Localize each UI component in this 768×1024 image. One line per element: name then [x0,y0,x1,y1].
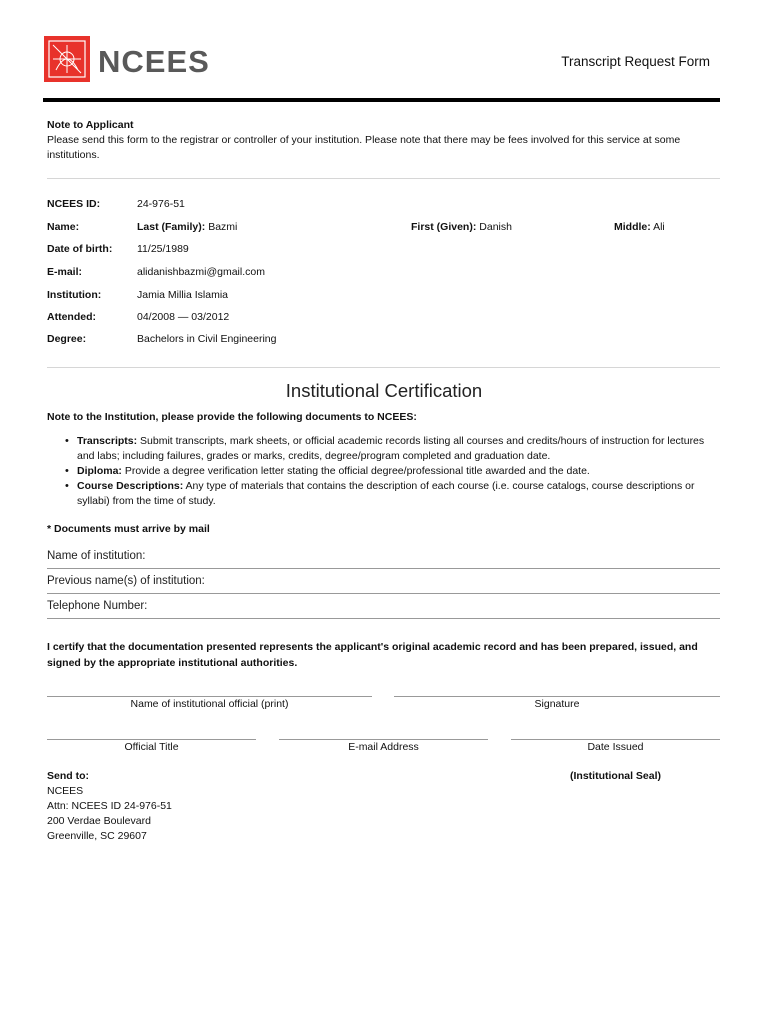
first-name [411,221,512,233]
last-name [137,221,237,233]
list-item: • Diploma: Provide a degree verification letter stating the official degree/professional title awarded and the date. [77,464,747,479]
mail-note: * Documents must arrive by mail [47,523,210,535]
middle-name-value: Ali [653,221,665,233]
name-label: Name: [47,221,80,233]
section-title: Institutional Certification [285,380,483,401]
attended-label: Attended: [47,311,96,323]
institution-value: Jamia Millia Islamia [137,289,229,301]
middle-name [614,221,665,233]
email-address-line[interactable] [279,739,488,740]
official-title-line[interactable] [47,739,256,740]
section-divider [47,367,720,368]
brand-name: NCEES [98,44,210,79]
telephone-field: Telephone Number: [47,600,148,612]
required-documents-list [47,434,747,509]
note-line-1: Please send this form to the registrar or controller of your institution. Please note that there may be fees involved for this service at some [47,134,681,146]
telephone-line[interactable] [47,618,720,619]
dob-label: Date of birth: [47,243,113,255]
first-name-label: First (Given): [411,221,477,233]
previous-names-field: Previous name(s) of institution: [47,575,205,587]
official-name-caption: Name of institutional official (print) [130,698,289,710]
first-name-value: Danish [479,221,512,233]
address-line-3: 200 Verdae Boulevard [47,815,151,827]
institutional-seal-label: (Institutional Seal) [570,770,662,782]
email-value: alidanishbazmi@gmail.com [137,266,265,278]
list-item: • Course Descriptions: Any type of materials that contains the description of each course (i.e. course catalogs, course descriptions or syllabi) from the time of study. [77,479,747,509]
send-to-label: Send to: [47,770,89,782]
form-title: Transcript Request Form [561,54,710,69]
dob-value: 11/25/1989 [137,243,189,255]
signature-line[interactable] [394,696,720,697]
note-line-2: institutions. [47,149,100,161]
last-name-value: Bazmi [208,221,238,233]
list-item: • Transcripts: Submit transcripts, mark sheets, or official academic records listing all courses and credits/hours of instruction for lectures and labs; including failures, grades or marks, credits, degree/program completed and graduation date. [77,434,747,464]
middle-name-label: Middle: [614,221,651,233]
email-address-caption: E-mail Address [348,741,419,753]
institution-label: Institution: [47,289,102,301]
signature-caption: Signature [534,698,580,710]
degree-label: Degree: [47,333,87,345]
certify-line-1: I certify that the documentation presented represents the applicant's original academic record and has been prepared, issued, and [47,641,698,653]
previous-names-line[interactable] [47,593,720,594]
degree-value: Bachelors in Civil Engineering [137,333,277,345]
email-label: E-mail: [47,266,83,278]
official-name-line[interactable] [47,696,372,697]
address-line-2: Attn: NCEES ID 24-976-51 [47,800,172,812]
official-title-caption: Official Title [124,741,179,753]
ncees-id-label: NCEES ID: [47,198,101,210]
date-issued-line[interactable] [511,739,720,740]
attended-value: 04/2008 — 03/2012 [137,311,230,323]
last-name-label: Last (Family): [137,221,206,233]
ncees-id-value: 24-976-51 [137,198,185,210]
note-heading: Note to Applicant [47,119,134,131]
address-line-4: Greenville, SC 29607 [47,830,147,842]
institution-name-line[interactable] [47,568,720,569]
header-divider [43,98,720,102]
address-line-1: NCEES [47,785,84,797]
ncees-logo-icon [44,36,90,82]
certify-line-2: signed by the appropriate institutional authorities. [47,657,298,669]
section-divider [47,178,720,179]
institution-note: Note to the Institution, please provide the following documents to NCEES: [47,411,417,423]
date-issued-caption: Date Issued [587,741,644,753]
institution-name-field: Name of institution: [47,550,146,562]
